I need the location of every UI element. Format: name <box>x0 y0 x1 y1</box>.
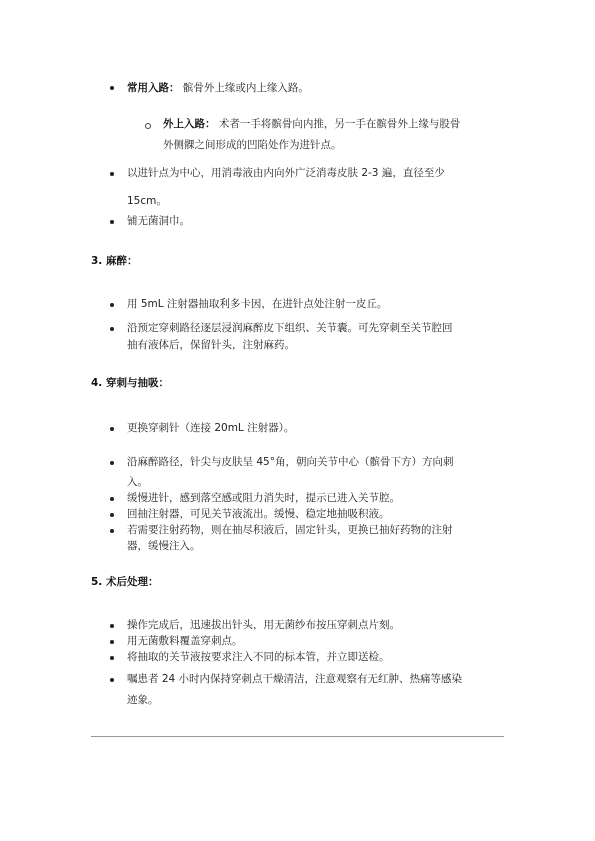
sub-list-item-lateral-cont: 外侧髁之间形成的凹陷处作为进针点。 <box>163 139 342 151</box>
list-item-anesthesia-2: 沿预定穿刺路径逐层浸润麻醉皮下组织、关节囊。可先穿刺至关节腔回 <box>127 322 453 334</box>
list-item-post-3: 将抽取的关节液按要求注入不同的标本管，并立即送检。 <box>127 651 390 663</box>
list-bullet <box>110 220 114 224</box>
list-item-post-4-cont: 迹象。 <box>127 694 159 706</box>
section-heading-anesthesia: 3. 麻醉： <box>91 255 138 267</box>
list-item-disinfect: 以进针点为中心，用消毒液由内向外广泛消毒皮肤 2-3 遍，直径至少 <box>127 167 445 179</box>
list-bullet <box>110 656 114 660</box>
approach-text: 髌骨外上缘或内上缘入路。 <box>182 82 309 94</box>
list-item-anesthesia-1: 用 5mL 注射器抽取利多卡因，在进针点处注射一皮丘。 <box>127 298 388 310</box>
list-bullet <box>110 678 114 682</box>
section-heading-post: 5. 术后处理： <box>91 576 159 588</box>
list-bullet <box>110 529 114 533</box>
list-item-puncture-4: 回抽注射器，可见关节液流出。缓慢、稳定地抽吸积液。 <box>127 508 390 520</box>
list-bullet <box>110 303 114 307</box>
list-item-post-2: 用无菌敷料覆盖穿刺点。 <box>127 635 243 647</box>
list-bullet <box>110 86 114 90</box>
list-item-approach <box>127 80 309 96</box>
list-bullet <box>110 640 114 644</box>
sub-list-item-lateral <box>163 116 460 132</box>
list-bullet <box>110 172 114 176</box>
list-bullet <box>110 461 114 465</box>
list-item-puncture-5-cont: 器，缓慢注入。 <box>127 540 201 552</box>
list-item-puncture-2: 沿麻醉路径，针尖与皮肤呈 45°角，朝向关节中心（髌骨下方）方向刺 <box>127 456 454 468</box>
list-item-puncture-2-cont: 入。 <box>127 476 148 488</box>
list-bullet <box>110 513 114 517</box>
sub-list-bullet <box>145 123 151 129</box>
list-item-puncture-3: 缓慢进针，感到落空感或阻力消失时，提示已进入关节腔。 <box>127 492 400 504</box>
lateral-text-line1: 术者一手将髌骨向内推，另一手在髌骨外上缘与股骨 <box>218 118 461 130</box>
list-item-disinfect-cont: 15cm。 <box>127 195 167 207</box>
list-item-anesthesia-2-cont: 抽有液体后，保留针头，注射麻药。 <box>127 339 295 351</box>
list-item-post-1: 操作完成后，迅速拔出针头，用无菌纱布按压穿刺点片刻。 <box>127 619 400 631</box>
list-item-drape: 铺无菌洞巾。 <box>127 215 190 227</box>
section-heading-puncture: 4. 穿刺与抽吸： <box>91 377 169 389</box>
list-item-puncture-1: 更换穿刺针（连接 20mL 注射器）。 <box>127 422 295 434</box>
approach-label: 常用入路： <box>127 82 180 94</box>
list-bullet <box>110 624 114 628</box>
horizontal-rule <box>91 736 504 737</box>
lateral-label: 外上入路： <box>163 118 216 130</box>
list-bullet <box>110 427 114 431</box>
list-bullet <box>110 497 114 501</box>
list-item-post-4: 嘱患者 24 小时内保持穿刺点干燥清洁，注意观察有无红肿、热痛等感染 <box>127 673 463 685</box>
list-item-puncture-5: 若需要注射药物，则在抽尽积液后，固定针头，更换已抽好药物的注射 <box>127 524 453 536</box>
list-bullet <box>110 327 114 331</box>
